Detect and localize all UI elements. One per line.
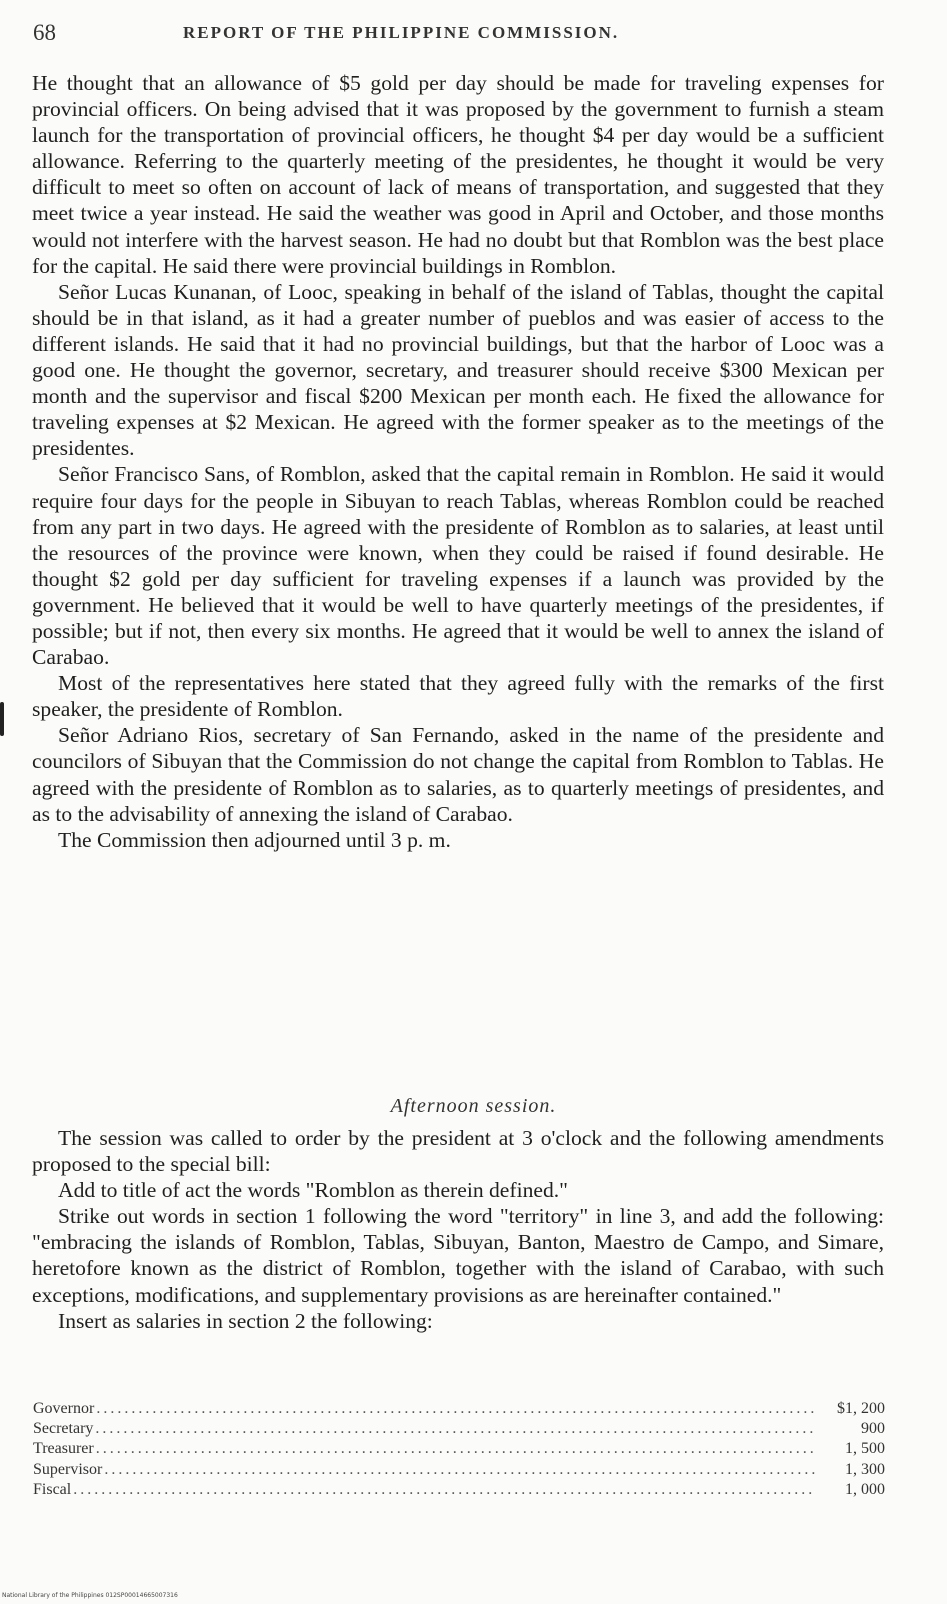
leader-dots	[104, 1460, 815, 1480]
paragraph: The Commission then adjourned until 3 p. m.	[58, 827, 451, 852]
page-number: 68	[33, 20, 56, 45]
salary-row	[33, 1399, 885, 1419]
salary-amount: 1, 500	[845, 1440, 885, 1458]
salary-amount: 1, 000	[845, 1480, 885, 1498]
salary-row	[33, 1419, 885, 1439]
salary-label: Governor	[33, 1400, 95, 1417]
running-title: REPORT OF THE PHILIPPINE COMMISSION.	[183, 23, 620, 42]
paragraph: Señor Lucas Kunanan, of Looc, speaking in behalf of the island of Tablas, thought the capital should be in that island, as it had a greater number of pueblos and was easier of access to the different islands. He said that it had no provincial buildings, but that the harbor of Looc was a good one. He thought the governor, secretary, and treasurer should receive $300 Mexican per month and the supervisor and fiscal $200 Mexican per month each. He fixed the allowance for traveling expenses at $2 Mexican. He agreed with the former speaker as to the meetings of the presidentes.	[32, 279, 884, 461]
salary-label: Treasurer	[33, 1440, 94, 1458]
paragraph: Señor Adriano Rios, secretary of San Fernando, asked in the name of the presidente and councilors of Sibuyan that the Commission do not change the capital from Romblon to Tablas. He agreed with the presidente of Romblon as to salaries, as to quarterly meetings of presidentes, and as to the advisability of annexing the island of Carabao.	[32, 723, 884, 826]
salary-row	[33, 1460, 885, 1480]
scan-credit: National Library of the Philippines 012SP00014665007316	[2, 1592, 178, 1599]
salary-amount: $1, 200	[837, 1400, 885, 1417]
paragraph: Strike out words in section 1 following the word "territory" in line 3, and add the following: "embracing the islands of Romblon, Tablas, Sibuyan, Banton, Maestro de Campo, and Simare, heretofore known as the district of Romblon, together with the island of Carabao, with such exceptions, modifications, and supplementary provisions as are hereinafter contained."	[32, 1204, 884, 1307]
paragraph: Most of the representatives here stated that they agreed fully with the remarks of the first speaker, the presidente of Romblon.	[32, 671, 884, 722]
salary-amount: 900	[861, 1420, 885, 1438]
salary-label: Supervisor	[33, 1460, 103, 1478]
page-header	[33, 20, 883, 50]
salary-label: Fiscal	[33, 1480, 72, 1498]
paragraph: Señor Francisco Sans, of Romblon, asked that the capital remain in Romblon. He said it would require four days for the people in Sibuyan to reach Tablas, whereas Romblon could be reached from any part in two days. He agreed with the presidente of Romblon as to salaries, at least until the resources of the province were known, when they could be raised if found desirable. He thought $2 gold per day sufficient for traveling expenses if a launch was provided by the government. He believed that it would be well to have quarterly meetings of the presidentes, if possible; but if not, then every six months. He agreed that it would be well to annex the island of Carabao.	[32, 462, 884, 670]
salary-row	[33, 1439, 885, 1459]
paragraph: Add to title of act the words "Romblon as therein defined."	[58, 1178, 568, 1203]
leader-dots	[95, 1419, 815, 1439]
afternoon-session-text	[32, 1125, 884, 1334]
leader-dots	[96, 1399, 815, 1419]
salary-amount: 1, 300	[845, 1460, 885, 1478]
salary-label: Secretary	[33, 1420, 94, 1438]
section-heading: Afternoon session.	[390, 1095, 557, 1117]
margin-mark	[0, 702, 4, 736]
salary-table	[33, 1399, 885, 1500]
paragraph: The session was called to order by the president at 3 o'clock and the following amendments proposed to the special bill:	[32, 1126, 884, 1177]
salary-row	[33, 1480, 885, 1500]
leader-dots	[96, 1439, 815, 1459]
paragraph: Insert as salaries in section 2 the following:	[58, 1308, 433, 1333]
paragraph: He thought that an allowance of $5 gold per day should be made for traveling expenses for provincial officers. On being advised that it was proposed by the government to furnish a steam launch for the transportation of provincial officers, he thought $4 per day would be a sufficient allowance. Referring to the quarterly meeting of the presidentes, he thought it would be very difficult to meet so often on account of lack of means of transportation, and suggested that they meet twice a year instead. He said the weather was good in April and October, and those months would not interfere with the harvest season. He had no doubt but that Romblon was the best place for the capital. He said there were provincial buildings in Romblon.	[32, 71, 884, 278]
morning-session-text	[32, 70, 884, 853]
leader-dots	[73, 1480, 815, 1500]
